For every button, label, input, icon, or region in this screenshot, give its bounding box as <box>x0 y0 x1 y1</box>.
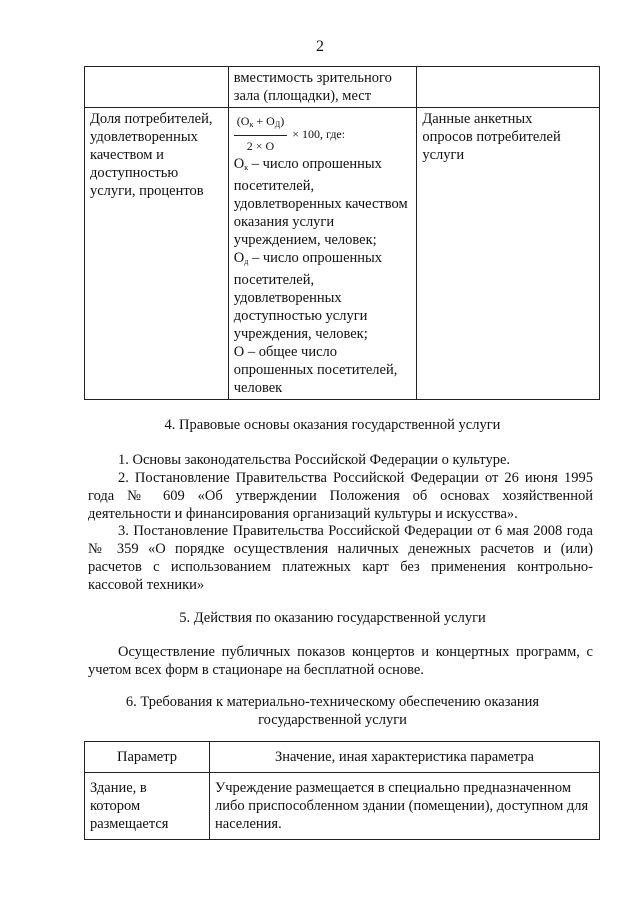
indicator-name-cell <box>85 108 229 400</box>
cell-line: доступностью <box>90 165 179 181</box>
section-4-item-3: 3. Постановление Правительства Российской Федерации от 6 мая 2008 года № 359 «О порядке осуществления наличных денежных расчетов и (или) расчетов с использованием платежных карт без применения контрольно-кассовой техники» <box>88 523 593 593</box>
cell-line <box>234 249 412 271</box>
section-4-title: 4. Правовые основы оказания государственной услуги <box>164 417 501 433</box>
table-cell <box>417 67 600 108</box>
cell-line: котором <box>90 798 141 814</box>
table-row <box>85 108 600 400</box>
cell-line: человек <box>233 380 283 396</box>
data-source-cell <box>417 108 600 400</box>
column-header-parameter: Параметр <box>85 742 210 773</box>
cell-line: удовлетворенных качеством <box>233 196 408 212</box>
cell-line: опрошенных посетителей, <box>233 362 398 378</box>
table-cell <box>228 67 417 108</box>
section-5-title: 5. Действия по оказанию государственной услуги <box>179 610 486 626</box>
formula-subscript: к <box>249 120 254 129</box>
cell-line: удовлетворенных <box>233 290 342 306</box>
column-header-value: Значение, иная характеристика параметра <box>210 742 600 773</box>
formula-cell <box>228 108 417 400</box>
formula <box>234 112 412 155</box>
formula-part: О <box>233 250 245 266</box>
cell-line: Доля потребителей, <box>90 111 213 127</box>
cell-line: доступностью услуги <box>233 308 368 324</box>
cell-line: учреждения, человек; <box>233 326 368 342</box>
section-4-item-2: 2. Постановление Правительства Российской Федерации от 26 июня 1995 года № 609 «Об утверждении Положения об основах хозяйственной деятельности и финансирования организаций культуры и искусства». <box>88 470 593 522</box>
cell-line: зала (площадки), мест <box>233 88 372 104</box>
formula-part: – число опрошенных <box>248 156 382 172</box>
cell-line: вместимость зрительного <box>233 70 392 86</box>
section-4-item-1: 1. Основы законодательства Российской Федерации о культуре. <box>118 452 511 468</box>
formula-tail: × 100, где: <box>292 126 346 141</box>
parameter-cell <box>85 773 210 840</box>
cell-line: опросов потребителей <box>422 129 561 145</box>
table-header-row <box>85 742 600 773</box>
table-row <box>85 67 600 108</box>
cell-line: удовлетворенных <box>90 129 198 145</box>
requirements-table <box>84 741 600 840</box>
section-5-text: Осуществление публичных показов концертов и концертных программ, с учетом всех форм в стационаре на бесплатной основе. <box>88 644 593 678</box>
cell-line: услуги, процентов <box>90 183 204 199</box>
formula-subscript: к <box>244 163 249 172</box>
cell-line <box>234 155 412 177</box>
cell-line: Здание, в <box>90 780 147 796</box>
cell-line: услуги <box>422 147 465 163</box>
page-number: 2 <box>316 38 324 55</box>
cell-line: посетителей, <box>233 178 315 194</box>
formula-subscript: д <box>244 257 249 266</box>
cell-line: Данные анкетных <box>422 111 533 127</box>
cell-line: размещается <box>90 816 169 832</box>
formula-part: О <box>233 156 245 172</box>
table-row <box>85 773 600 840</box>
cell-line: оказания услуги <box>233 214 335 230</box>
formula-part: – число опрошенных <box>248 250 383 266</box>
formula-subscript: Д <box>274 120 281 129</box>
formula-denominator: 2 × О <box>246 139 275 153</box>
formula-fraction <box>234 112 287 155</box>
formula-part: (О <box>236 114 250 128</box>
cell-line: посетителей, <box>233 272 315 288</box>
formula-numerator <box>234 112 287 136</box>
section-6-title-line-2: государственной услуги <box>258 712 407 728</box>
cell-line: учреждением, человек; <box>233 232 377 248</box>
cell-line: О – общее число <box>233 344 338 360</box>
value-cell: Учреждение размещается в специально предназначенном либо приспособленном здании (помещении), доступном для населения. <box>210 773 600 840</box>
section-6-title-line-1: 6. Требования к материально-техническому обеспечению оказания <box>125 694 540 710</box>
formula-part: ) <box>280 114 285 128</box>
indicators-table <box>84 66 600 400</box>
cell-line: качеством и <box>90 147 164 163</box>
table-cell <box>85 67 229 108</box>
formula-part: + О <box>253 114 275 128</box>
